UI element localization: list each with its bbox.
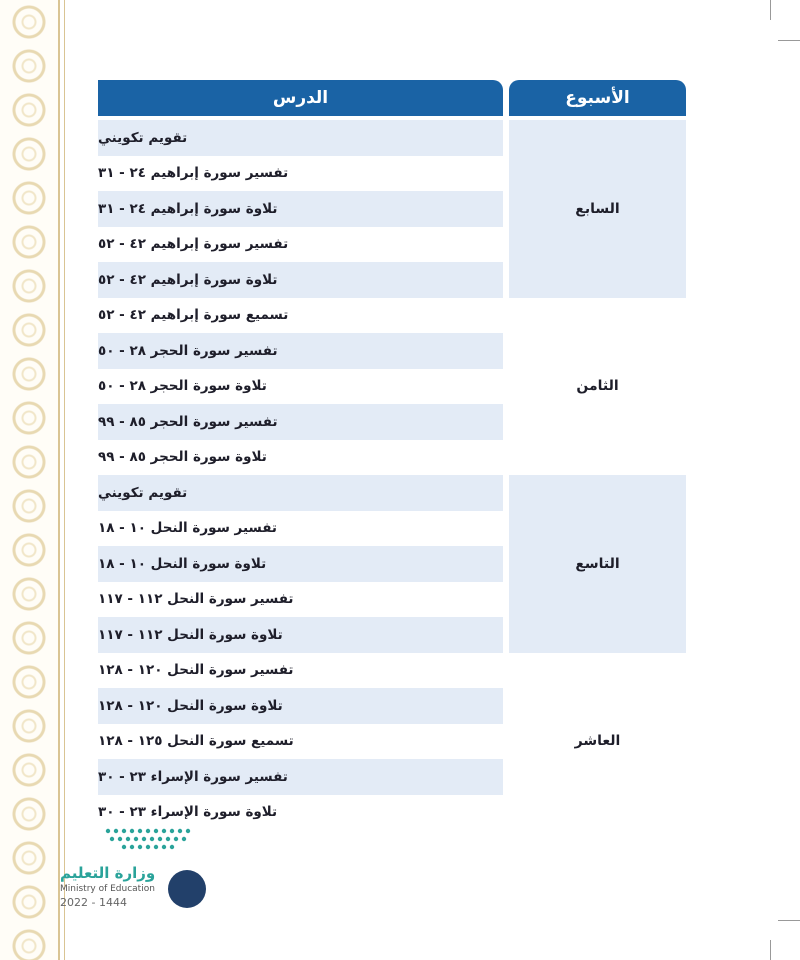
- logo-dots-icon: [102, 826, 192, 856]
- border-line-inner: [64, 0, 65, 960]
- decorative-border: [0, 0, 58, 960]
- border-line: [58, 0, 60, 960]
- lesson-row: تفسير سورة الحجر ٢٨ - ٥٠: [98, 333, 503, 369]
- lesson-row: تسميع سورة إبراهيم ٤٢ - ٥٢: [98, 307, 289, 324]
- lesson-row: تفسير سورة النحل ١١٢ - ١١٧: [98, 591, 294, 608]
- week-cell: العاشر: [574, 733, 621, 750]
- week-cell: التاسع: [509, 475, 686, 653]
- week-cell: السابع: [509, 120, 686, 298]
- lesson-row: تسميع سورة النحل ١٢٥ - ١٢٨: [98, 733, 294, 750]
- week-cell: الثامن: [576, 378, 619, 395]
- lesson-row: تقويم تكويني: [98, 475, 503, 511]
- lesson-row: تفسير سورة الإسراء ٢٣ - ٣٠: [98, 759, 503, 795]
- lesson-row: تلاوة سورة إبراهيم ٤٢ - ٥٢: [98, 262, 503, 298]
- lesson-row: تلاوة سورة النحل ١٢٠ - ١٢٨: [98, 688, 503, 724]
- lesson-row: تلاوة سورة النحل ١٠ - ١٨: [98, 546, 503, 582]
- lesson-row: تلاوة سورة النحل ١١٢ - ١١٧: [98, 617, 503, 653]
- lesson-row: تلاوة سورة إبراهيم ٢٤ - ٣١: [98, 191, 503, 227]
- logo-arabic-text: وزارة التعليم: [60, 864, 156, 882]
- logo-english-text: Ministry of Education: [60, 884, 155, 894]
- week-column-header: الأسبوع: [509, 80, 686, 116]
- lesson-row: تقويم تكويني: [98, 120, 503, 156]
- logo-year-text: 2022 - 1444: [60, 896, 127, 909]
- lesson-row: تلاوة سورة الحجر ٨٥ - ٩٩: [98, 449, 267, 466]
- lesson-row: تفسير سورة النحل ١٠ - ١٨: [98, 520, 277, 537]
- ministry-logo: [58, 826, 198, 916]
- lesson-row: تفسير سورة إبراهيم ٤٢ - ٥٢: [98, 236, 289, 253]
- lesson-row: تلاوة سورة الإسراء ٢٣ - ٣٠: [98, 804, 278, 821]
- lesson-row: تلاوة سورة الحجر ٢٨ - ٥٠: [98, 378, 267, 395]
- lesson-row: تفسير سورة الحجر ٨٥ - ٩٩: [98, 404, 503, 440]
- lesson-row: تفسير سورة إبراهيم ٢٤ - ٣١: [98, 165, 289, 182]
- page-number-circle: [168, 870, 206, 908]
- lesson-column-header: الدرس: [98, 80, 503, 116]
- lesson-row: تفسير سورة النحل ١٢٠ - ١٢٨: [98, 662, 294, 679]
